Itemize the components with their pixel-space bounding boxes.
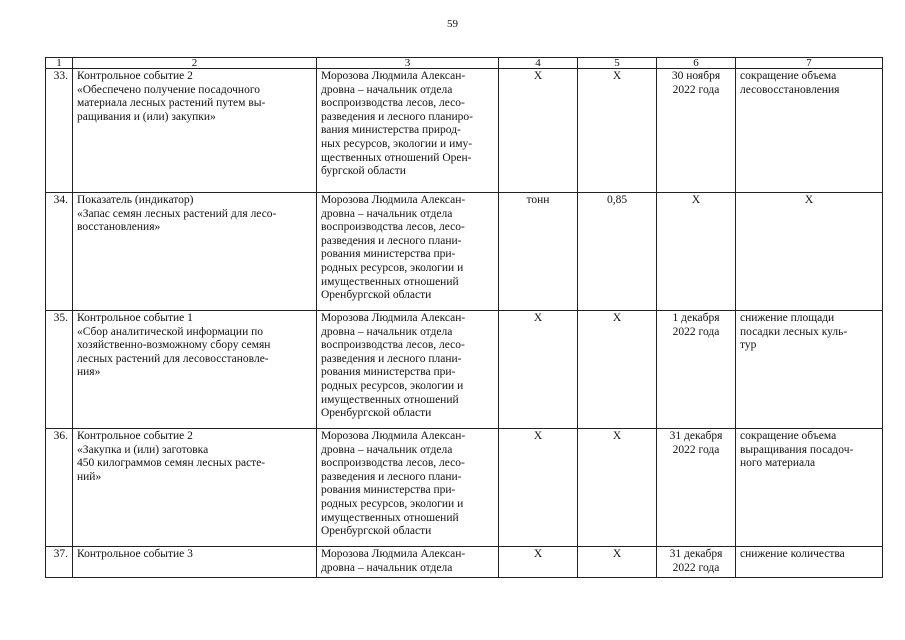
table-row [46, 547, 883, 578]
column-header: 7 [736, 58, 883, 69]
value-cell: Х [578, 429, 657, 547]
deadline-cell: 1 декабря 2022 года [657, 311, 736, 429]
risk-cell: сокращение объема выращивания посадоч- ного материала [736, 429, 883, 547]
event-name: Контрольное событие 1 «Сбор аналитической информации по хозяйственно-возможному сбору семян лесных растений для лесовосстановле- ния» [73, 311, 317, 429]
row-number: 37. [46, 547, 73, 578]
unit-cell: Х [499, 547, 578, 578]
value-cell: Х [578, 311, 657, 429]
row-number: 33. [46, 69, 73, 193]
responsible-person: Морозова Людмила Алексан- дровна – начальник отдела воспроизводства лесов, лесо- разведения и лесного плани- рования министерства при- родных ресурсов, экологии и имущественных отношений Оренбургской области [317, 429, 499, 547]
responsible-person: Морозова Людмила Алексан- дровна – начальник отдела воспроизводства лесов, лесо- разведения и лесного планиро- вания министерства природ- ных ресурсов, экологии и иму- щественных отношений Орен- бургской области [317, 69, 499, 193]
unit-cell: Х [499, 311, 578, 429]
table-header-row [46, 58, 883, 69]
responsible-person: Морозова Людмила Алексан- дровна – начальник отдела воспроизводства лесов, лесо- разведения и лесного плани- рования министерства при- родных ресурсов, экологии и имущественных отношений Оренбургской области [317, 193, 499, 311]
table-row [46, 311, 883, 429]
event-name: Показатель (индикатор) «Запас семян лесных растений для лесо- восстановления» [73, 193, 317, 311]
column-header: 3 [317, 58, 499, 69]
value-cell: 0,85 [578, 193, 657, 311]
row-number: 35. [46, 311, 73, 429]
risk-cell: сокращение объема лесовосстановления [736, 69, 883, 193]
column-header: 5 [578, 58, 657, 69]
column-header: 1 [46, 58, 73, 69]
page-number: 59 [447, 18, 458, 30]
table-row [46, 193, 883, 311]
unit-cell: Х [499, 69, 578, 193]
event-name: Контрольное событие 2 «Закупка и (или) заготовка 450 килограммов семян лесных расте- ний» [73, 429, 317, 547]
unit-cell: тонн [499, 193, 578, 311]
column-header: 6 [657, 58, 736, 69]
table-row [46, 429, 883, 547]
plan-table [45, 57, 883, 578]
responsible-person: Морозова Людмила Алексан- дровна – начальник отдела воспроизводства лесов, лесо- разведения и лесного плани- рования министерства при- родных ресурсов, экологии и имущественных отношений Оренбургской области [317, 311, 499, 429]
row-number: 34. [46, 193, 73, 311]
risk-cell: Х [736, 193, 883, 311]
deadline-cell: 30 ноября 2022 года [657, 69, 736, 193]
column-header: 2 [73, 58, 317, 69]
risk-cell: снижение количества [736, 547, 883, 578]
table-row [46, 69, 883, 193]
event-name: Контрольное событие 3 [73, 547, 317, 578]
risk-cell: снижение площади посадки лесных куль- тур [736, 311, 883, 429]
column-header: 4 [499, 58, 578, 69]
deadline-cell: 31 декабря 2022 года [657, 429, 736, 547]
deadline-cell: 31 декабря 2022 года [657, 547, 736, 578]
value-cell: Х [578, 69, 657, 193]
value-cell: Х [578, 547, 657, 578]
deadline-cell: Х [657, 193, 736, 311]
row-number: 36. [46, 429, 73, 547]
event-name: Контрольное событие 2 «Обеспечено получение посадочного материала лесных растений путем вы- ращивания и (или) закупки» [73, 69, 317, 193]
unit-cell: Х [499, 429, 578, 547]
responsible-person: Морозова Людмила Алексан- дровна – начальник отдела [317, 547, 499, 578]
